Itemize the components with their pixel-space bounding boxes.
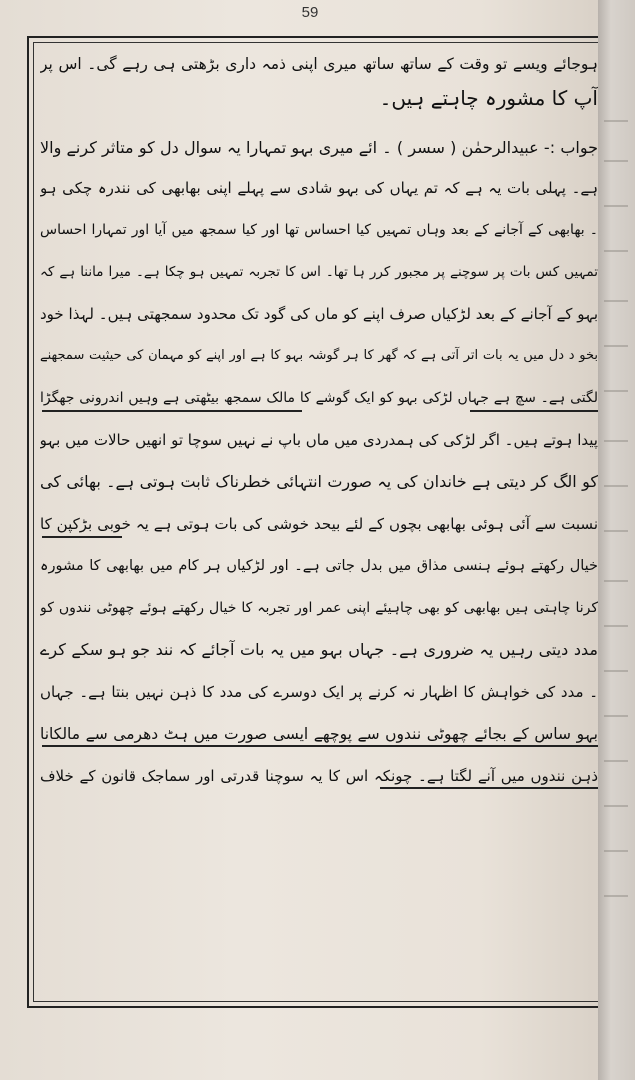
text-line-3: جواب :- عبیدالرحمٰن ( سسر ) ۔ ائے میری بہو تمہارا یہ سوال دل کو متاثر کرنے والا [40,138,598,157]
text-line-4: ہے۔ پہلی بات یہ ہے کہ تم یہاں کی بہو شادی سے پہلے اپنی بھابھی کی نندرہ چکی ہو [40,179,598,197]
text-line-13: خیال رکھتے ہوئے ہنسی مذاق میں بدل جاتی ہے۔ اور لڑکیاں ہر کام میں بھابھی کا مشورہ [40,558,598,574]
text-line-7: بہو کے آجانے کے بعد لڑکیاں صرف اپنے کو ماں کی گود تک محدود سمجھتی ہیں۔ لہذا خود [40,305,598,323]
underline-mark [42,536,122,538]
text-line-14: کرنا چاہتی ہیں بھابھی کو بھی چاہیئے اپنی عمر اور تجربہ کا خیال رکھتے ہوئے چھوٹی نندوں کو [40,600,598,616]
text-line-11: کو الگ کر دیتی ہے خاندان کی یہ صورت انتہائی خطرناک ثابت ہوتی ہے۔ بھائی کی [40,472,598,491]
text-line-15: مدد دیتی رہیں یہ ضروری ہے۔ جہاں بہو میں یہ بات آجائے کہ نند جو ہو سکے کرے [40,640,598,659]
page-number: 59 [301,4,319,21]
underline-mark [42,410,302,412]
text-line-16: ۔ مدد کی خواہش کا اظہار نہ کرنے پر ایک دوسرے کی مدد کا ذہن نہیں بنتا ہے۔ جہاں [40,683,598,701]
underline-mark [470,410,598,412]
text-line-2: آپ کا مشورہ چاہتے ہیں۔ [379,86,598,110]
text-line-8: بخو د دل میں یہ بات اتر آتی ہے کہ گھر کا ہر گوشہ بہو کا ہے اور اپنے کو مہمان کی حیثیت سمجھنے [40,348,598,363]
text-line-12: نسبت سے آئی ہوئی بھابھی بچوں کے لئے بیحد خوشی کی بات ہوتی ہے یہ خوبی بڑکپن کا [40,515,598,533]
adjacent-page-edge [598,0,635,1080]
text-line-17: بہو ساس کے بجائے چھوٹی نندوں سے پوچھے ایسی صورت میں ہٹ دھرمی سے مالکانا [40,725,598,743]
text-line-9: لگتی ہے۔ سچ ہے جہاں لڑکی بہو کو ایک گوشے کا مالک سمجھ بیٹھتی ہے وہیں اندرونی جھگڑا [40,390,598,406]
text-line-10: پیدا ہوتے ہیں۔ اگر لڑکی کی ہمدردی میں ماں باپ نے نہیں سوچا تو انھیں حالات میں بہو [40,431,598,449]
text-line-5: ۔ بھابھی کے آجانے کے بعد وہاں تمہیں کیا احساس تھا اور کیا سمجھ میں آیا اور تمہارا احساس [40,222,598,238]
underline-mark [42,745,598,747]
text-line-18: ذہن نندوں میں آنے لگتا ہے۔ چونکہ اس کا یہ سوچنا قدرتی اور سماجک قانون کے خلاف [40,767,598,785]
underline-mark [380,787,598,789]
text-line-6: تمہیں کس بات پر سوچنے پر مجبور کرر ہا تھا۔ اس کا تجربہ تمہیں ہو چکا ہے۔ میرا ماننا ہے کہ [40,264,598,280]
text-line-1: ہوجائے ویسے تو وقت کے ساتھ ساتھ میری اپنی ذمہ داری بڑھتی ہی رہے گی۔ اس پر [40,55,598,73]
